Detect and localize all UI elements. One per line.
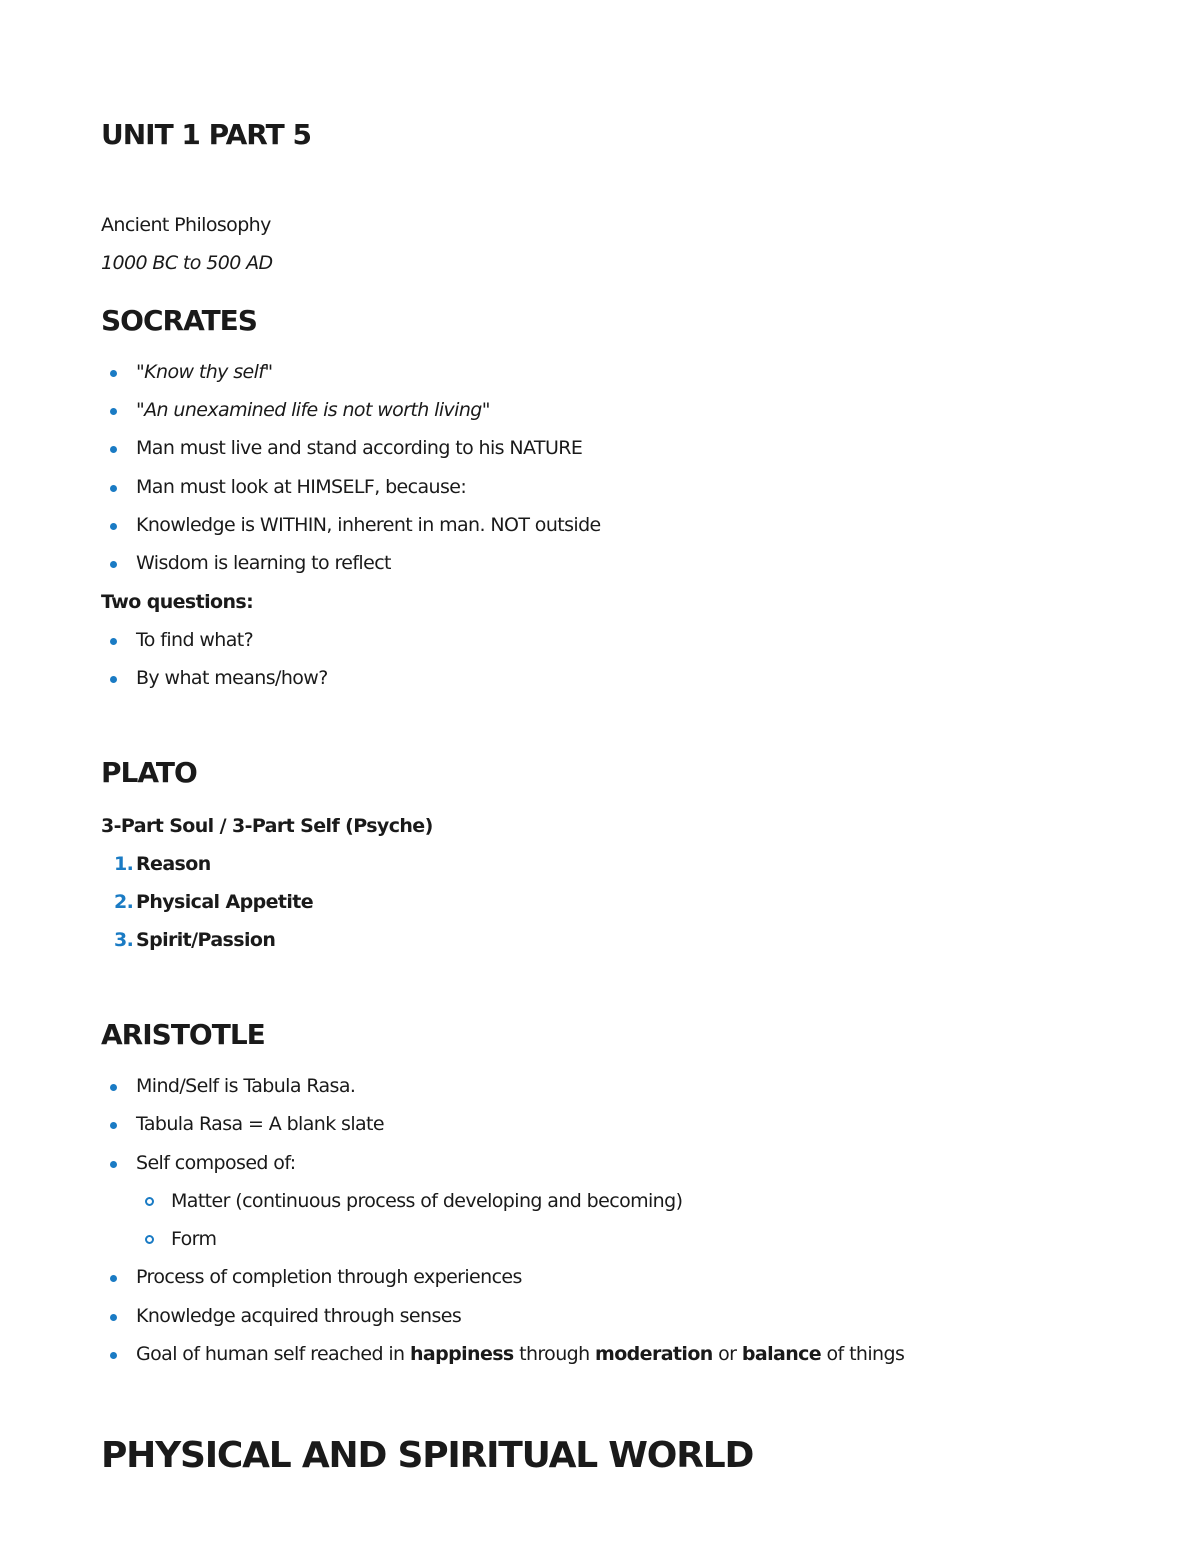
list-item: By what means/how? <box>136 667 328 689</box>
goal-moderation: moderation <box>595 1343 713 1365</box>
plato-subheading: 3-Part Soul / 3-Part Self (Psyche) <box>101 815 433 837</box>
section-heading: PHYSICAL AND SPIRITUAL WORLD <box>101 1435 754 1476</box>
plato-heading: PLATO <box>101 756 197 789</box>
bullet-icon <box>110 408 117 415</box>
list-item: Mind/Self is Tabula Rasa. <box>136 1075 356 1097</box>
list-item: Self composed of: <box>136 1152 296 1174</box>
bullet-icon <box>110 1314 117 1321</box>
goal-text: or <box>712 1343 742 1365</box>
goal-text: Goal of human self reached in <box>136 1343 410 1365</box>
bullet-icon <box>110 446 117 453</box>
list-item: Wisdom is learning to reflect <box>136 552 391 574</box>
sub-list-item: Matter (continuous process of developing and becoming) <box>171 1190 683 1212</box>
goal-text: through <box>513 1343 595 1365</box>
date-range: 1000 BC to 500 AD <box>101 252 273 274</box>
list-item: Man must live and stand according to his NATURE <box>136 437 583 459</box>
goal-happiness: happiness <box>409 1343 514 1365</box>
questions-label: Two questions: <box>101 591 254 613</box>
document-title: UNIT 1 PART 5 <box>101 118 311 151</box>
bullet-icon <box>110 561 117 568</box>
bullet-icon <box>110 1352 117 1359</box>
bullet-icon <box>110 676 117 683</box>
list-item: Knowledge is WITHIN, inherent in man. NOT outside <box>136 514 601 536</box>
list-item: "An unexamined life is not worth living" <box>136 399 490 421</box>
socrates-heading: SOCRATES <box>101 304 257 337</box>
aristotle-heading: ARISTOTLE <box>101 1018 265 1051</box>
list-item: Spirit/Passion <box>136 929 276 951</box>
bullet-icon <box>110 523 117 530</box>
sub-list-item: Form <box>171 1228 217 1250</box>
list-item: Physical Appetite <box>136 891 314 913</box>
bullet-icon <box>110 1084 117 1091</box>
bullet-icon <box>110 485 117 492</box>
bullet-icon <box>110 1275 117 1282</box>
bullet-icon <box>110 1161 117 1168</box>
list-item: Reason <box>136 853 211 875</box>
list-item-goal <box>136 1343 904 1365</box>
list-item: To find what? <box>136 629 254 651</box>
document-subtitle: Ancient Philosophy <box>101 214 271 236</box>
list-item: Process of completion through experiences <box>136 1266 522 1288</box>
goal-balance: balance <box>741 1343 822 1365</box>
bullet-icon <box>110 1122 117 1129</box>
sub-bullet-icon <box>145 1235 154 1244</box>
bullet-icon <box>110 638 117 645</box>
list-item: Tabula Rasa = A blank slate <box>136 1113 385 1135</box>
list-item: "Know thy self" <box>136 361 273 383</box>
sub-bullet-icon <box>145 1197 154 1206</box>
goal-text: of things <box>821 1343 905 1365</box>
list-item: Knowledge acquired through senses <box>136 1305 462 1327</box>
list-number: 2. <box>114 891 134 913</box>
list-item: Man must look at HIMSELF, because: <box>136 476 467 498</box>
list-number: 3. <box>114 929 134 951</box>
bullet-icon <box>110 370 117 377</box>
list-number: 1. <box>114 853 134 875</box>
